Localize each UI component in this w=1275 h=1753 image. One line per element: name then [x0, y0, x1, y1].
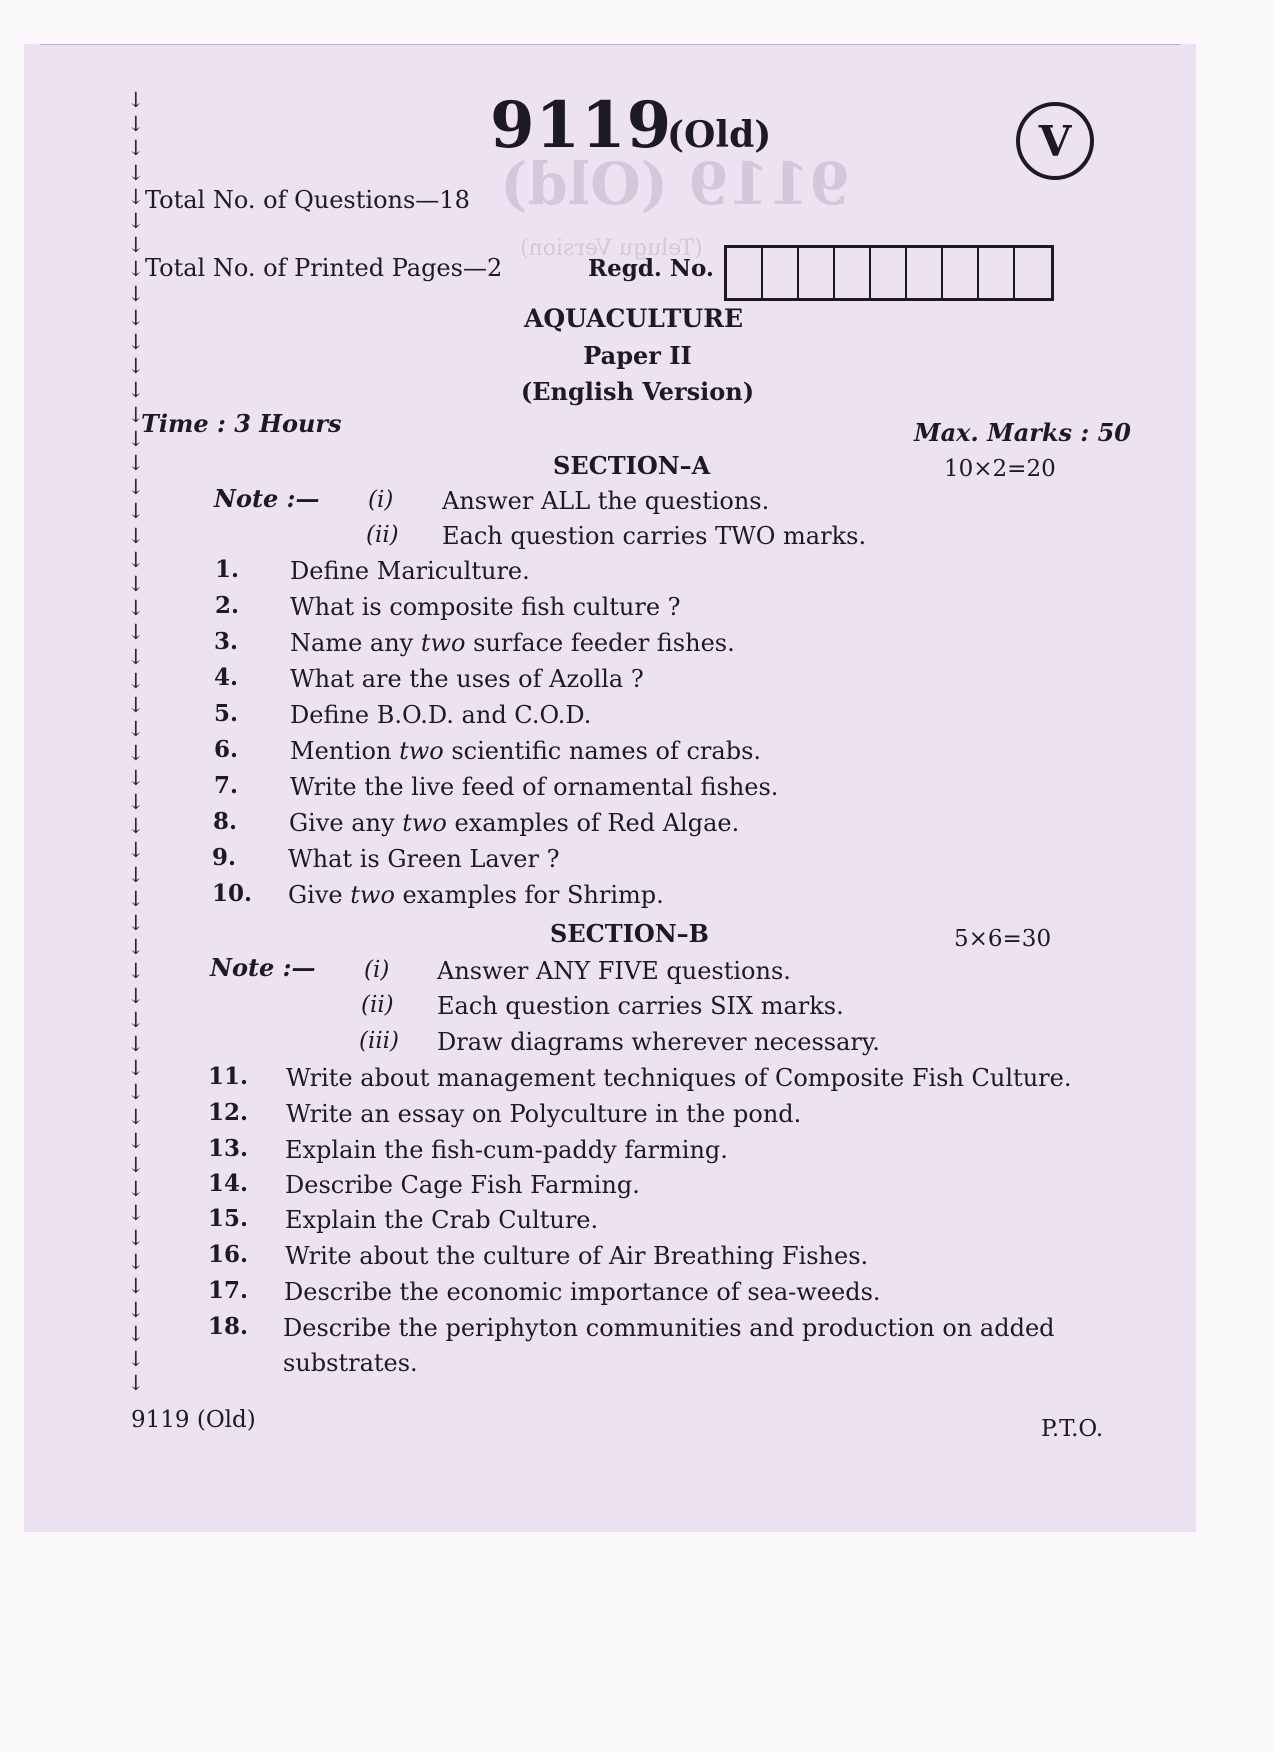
paper-code: 9119 — [490, 88, 673, 163]
section-b-note-text: Each question carries SIX marks. — [437, 992, 844, 1020]
question-number: 4. — [214, 664, 239, 691]
question-number: 18. — [208, 1313, 249, 1340]
section-a-marks: 10×2=20 — [944, 456, 1056, 482]
question-number: 7. — [214, 772, 239, 799]
question-text: Write an essay on Polyculture in the pond. — [286, 1100, 802, 1128]
question-text: Explain the Crab Culture. — [285, 1206, 599, 1234]
question-text: Give any two examples of Red Algae. — [289, 809, 740, 837]
top-edge-line — [40, 44, 1180, 45]
question-text: Describe the economic importance of sea-weeds. — [284, 1278, 881, 1306]
paper-version: (English Version) — [520, 377, 755, 406]
question-text: Describe Cage Fish Farming. — [285, 1171, 640, 1199]
question-number: 6. — [214, 736, 239, 763]
section-b-note-text: Draw diagrams wherever necessary. — [437, 1028, 880, 1056]
regd-box — [907, 248, 943, 298]
regd-box — [1015, 248, 1051, 298]
pto-label: P.T.O. — [1041, 1416, 1104, 1442]
margin-cut-marks: ↓ ↓ ↓ ↓ ↓ ↓ ↓ ↓ ↓ ↓ ↓ ↓ ↓ ↓ ↓ ↓ ↓ ↓ ↓ ↓ ↓ ↓ ↓ ↓ ↓ ↓ ↓ ↓ ↓ ↓ ↓ ↓ ↓ ↓ ↓ ↓ ↓ ↓ ↓ ↓ ↓ ↓ ↓ ↓ ↓ ↓ ↓ ↓ ↓ ↓ ↓ ↓ ↓ ↓ — [127, 88, 145, 1395]
question-text: Write the live feed of ornamental fishes. — [290, 773, 779, 801]
show-through-version: (Telugu Version) — [520, 236, 703, 261]
question-number: 15. — [208, 1205, 249, 1232]
regd-box — [943, 248, 979, 298]
paper-number: Paper II — [583, 341, 692, 370]
question-text: Define Mariculture. — [290, 557, 530, 585]
question-number: 1. — [215, 556, 240, 583]
section-a-title: SECTION–A — [553, 451, 711, 480]
question-number: 2. — [215, 592, 240, 619]
regd-box — [871, 248, 907, 298]
regd-no-boxes — [724, 245, 1054, 301]
time-allowed: Time : 3 Hours — [141, 409, 342, 438]
section-a-note-num: (ii) — [366, 522, 399, 548]
max-marks: Max. Marks : 50 — [914, 418, 1132, 447]
section-a-note-num: (i) — [368, 487, 394, 513]
regd-box — [799, 248, 835, 298]
question-number: 9. — [212, 844, 237, 871]
question-number: 8. — [213, 808, 238, 835]
footer-paper-code: 9119 (Old) — [131, 1407, 256, 1433]
section-b-note-num: (iii) — [359, 1028, 400, 1054]
section-a-note-text: Answer ALL the questions. — [442, 487, 770, 515]
question-number: 12. — [208, 1099, 249, 1126]
question-number: 14. — [208, 1170, 249, 1197]
question-text: Write about the culture of Air Breathing Fishes. — [285, 1242, 869, 1270]
question-text: What is composite fish culture ? — [290, 593, 681, 621]
regd-box — [727, 248, 763, 298]
question-number: 13. — [208, 1135, 249, 1162]
question-text: Explain the fish-cum-paddy farming. — [285, 1136, 728, 1164]
show-through-code: 9119 (Old) — [500, 150, 850, 218]
version-badge: V — [1016, 102, 1094, 180]
question-text: Give two examples for Shrimp. — [288, 881, 664, 909]
section-b-title: SECTION–B — [550, 919, 709, 948]
question-number: 16. — [208, 1241, 249, 1268]
section-a-note-label: Note :— — [214, 484, 320, 513]
total-pages: Total No. of Printed Pages—2 — [145, 254, 503, 282]
question-text: What is Green Laver ? — [288, 845, 560, 873]
question-number: 10. — [212, 880, 253, 907]
question-text-continued: substrates. — [283, 1349, 418, 1377]
question-text: What are the uses of Azolla ? — [290, 665, 644, 693]
question-number: 17. — [208, 1277, 249, 1304]
question-number: 3. — [214, 628, 239, 655]
question-text: Mention two scientific names of crabs. — [290, 737, 762, 765]
subject-title: AQUACULTURE — [523, 304, 744, 333]
section-b-note-text: Answer ANY FIVE questions. — [437, 957, 791, 985]
total-questions: Total No. of Questions—18 — [145, 186, 470, 214]
question-text: Describe the periphyton communities and production on added — [283, 1314, 1055, 1342]
section-a-note-text: Each question carries TWO marks. — [442, 522, 867, 550]
regd-box — [763, 248, 799, 298]
question-text: Write about management techniques of Composite Fish Culture. — [286, 1064, 1072, 1092]
section-b-note-num: (ii) — [361, 992, 394, 1018]
section-b-note-num: (i) — [364, 957, 390, 983]
section-b-note-label: Note :— — [210, 953, 316, 982]
section-b-marks: 5×6=30 — [954, 926, 1052, 952]
paper-code-suffix: (Old) — [667, 114, 772, 156]
question-number: 11. — [208, 1063, 249, 1090]
regd-box — [835, 248, 871, 298]
regd-no-label: Regd. No. — [588, 255, 714, 282]
question-text: Name any two surface feeder fishes. — [290, 629, 735, 657]
regd-box — [979, 248, 1015, 298]
question-number: 5. — [214, 700, 239, 727]
question-text: Define B.O.D. and C.O.D. — [290, 701, 592, 729]
